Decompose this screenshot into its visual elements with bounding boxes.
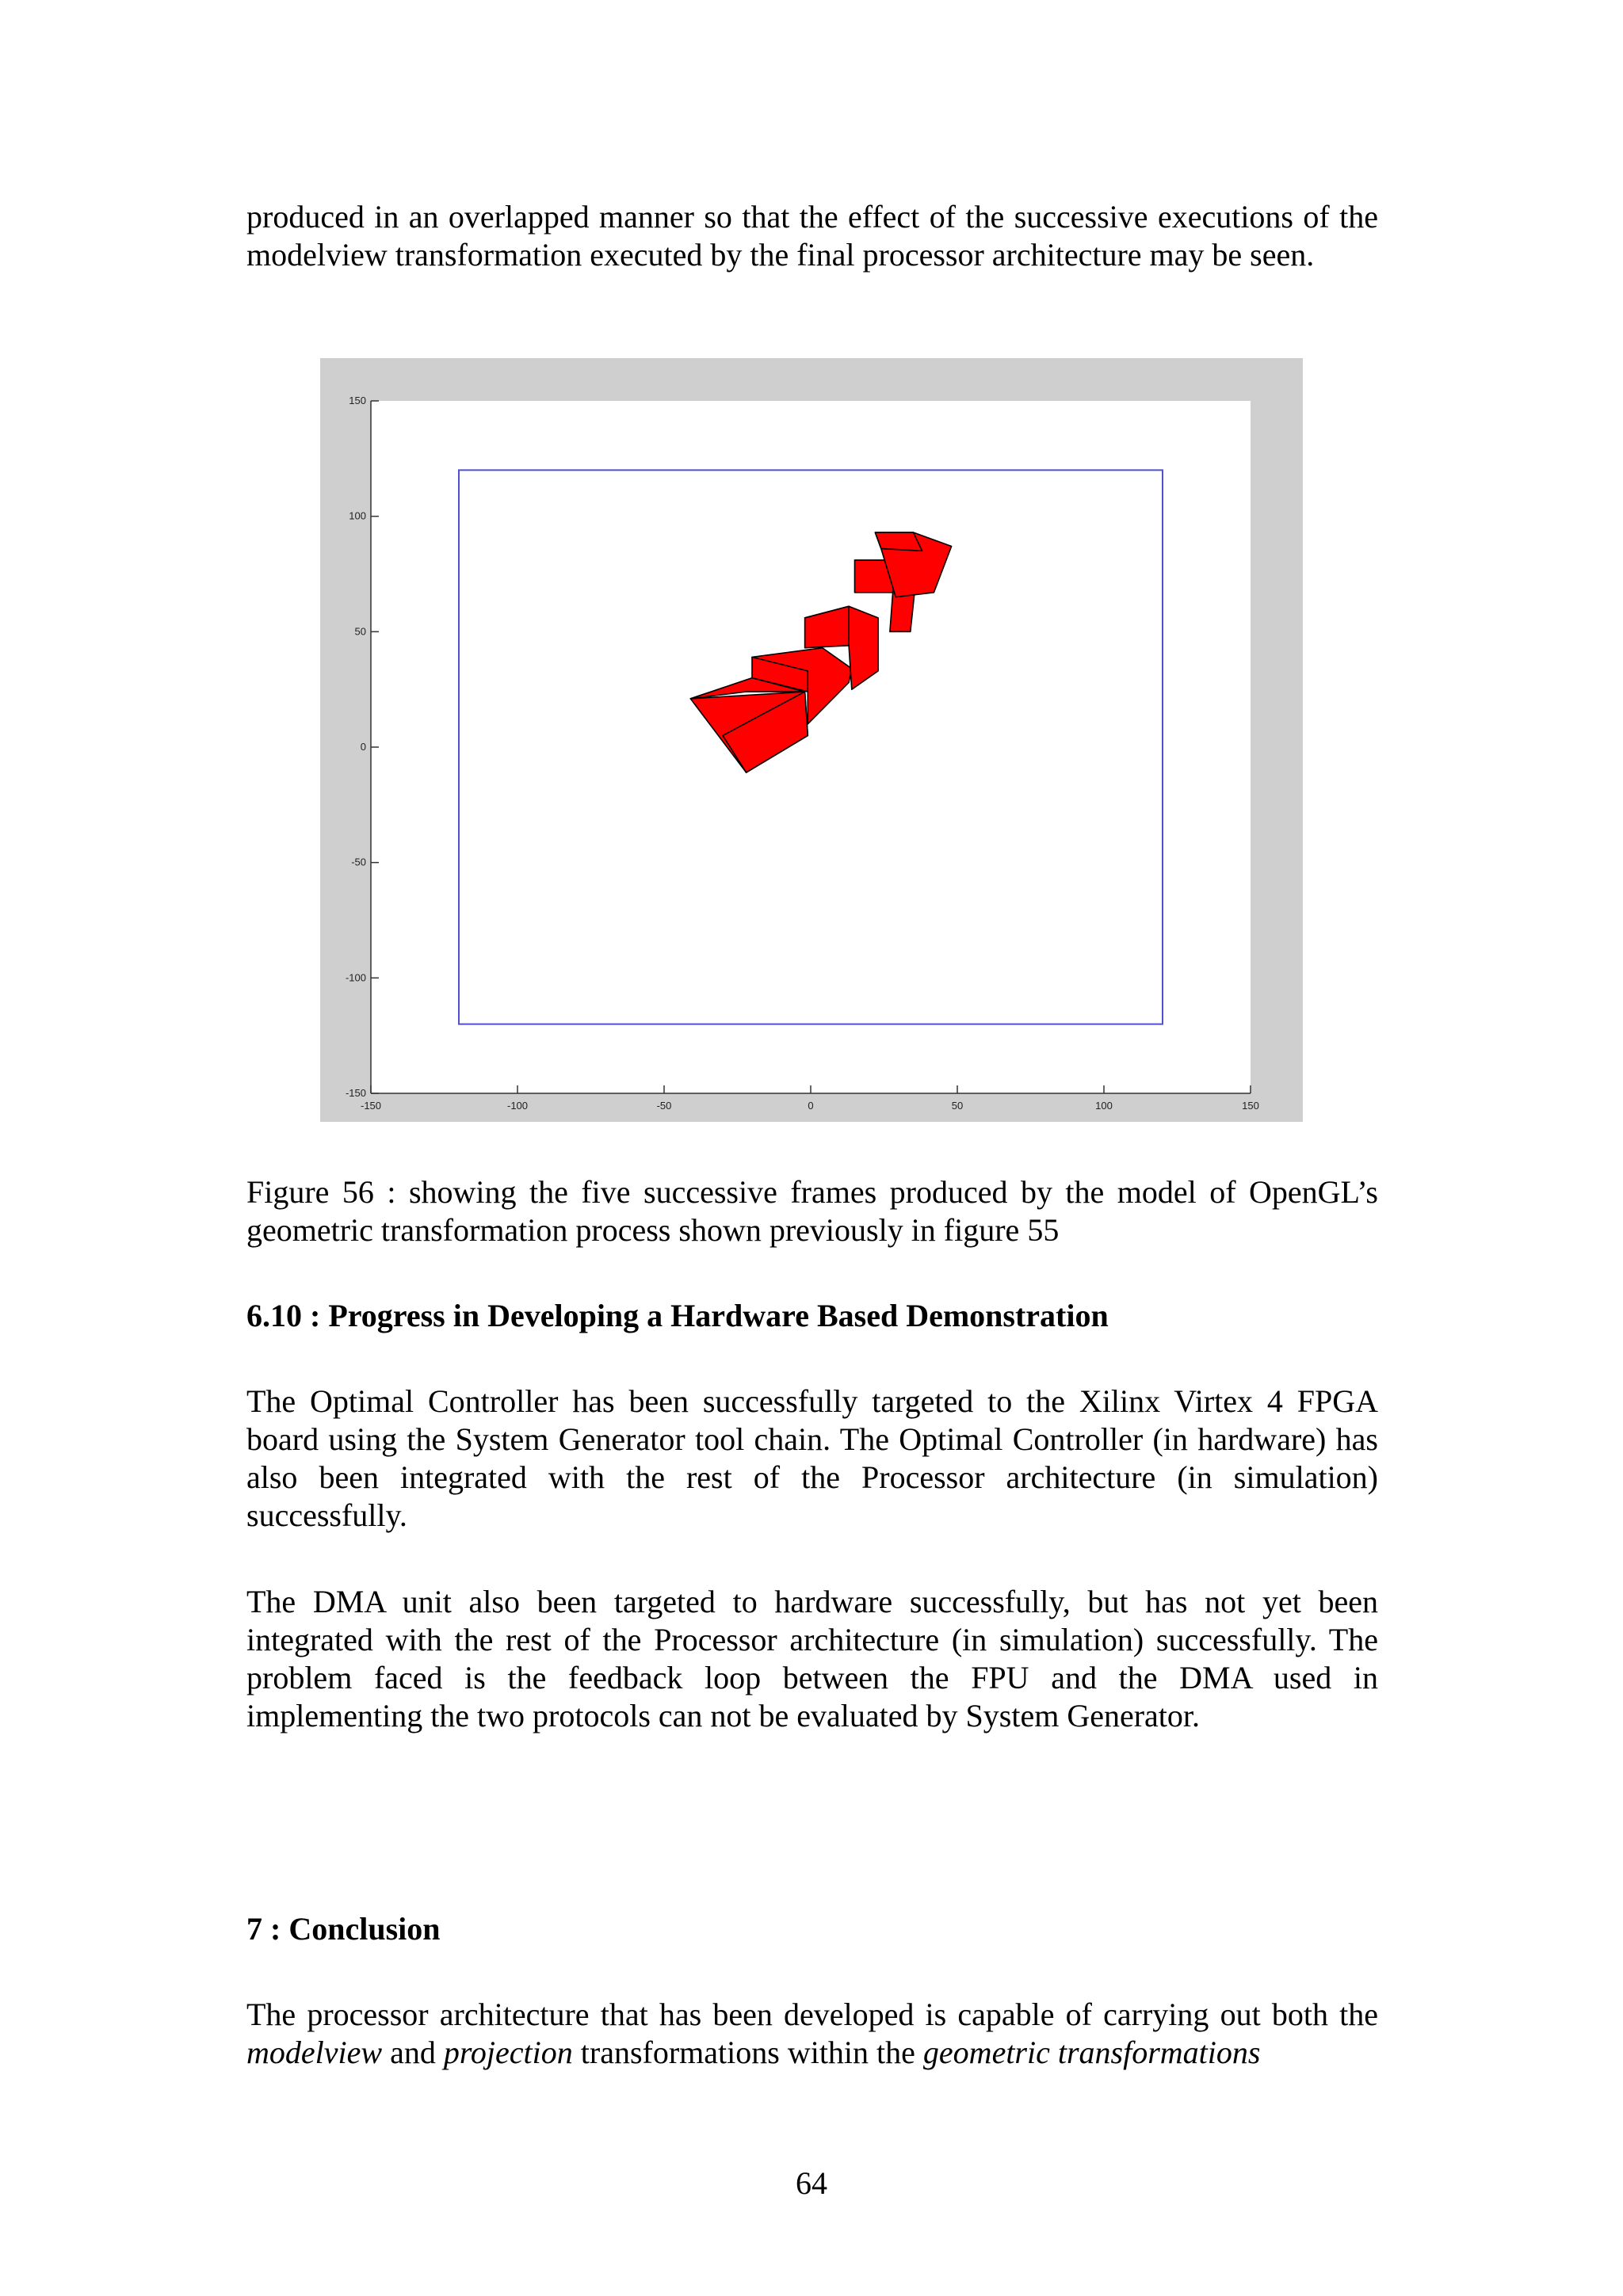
section-6-10-heading: 6.10 : Progress in Developing a Hardware Based Demonstration: [246, 1298, 1109, 1333]
x-tick-label: 100: [1095, 1100, 1113, 1112]
text-run: transformations within the: [572, 2035, 923, 2070]
y-tick-label: 50: [354, 625, 366, 638]
conclusion-paragraph: [246, 1996, 1378, 2072]
y-tick-label: 150: [349, 395, 366, 406]
cube-face: [875, 532, 922, 551]
section-6-10-paragraph-1: The Optimal Controller has been successfully targeted to the Xilinx Virtex 4 FPGA board using the System Generator tool chain. The Optimal Controller (in hardware) has also been integrated with the rest of the Processor architecture (in simulation) successfully.: [246, 1383, 1378, 1533]
y-tick-label: -150: [345, 1087, 366, 1099]
section-7-heading: 7 : Conclusion: [246, 1911, 441, 1947]
axes-area: [371, 401, 1251, 1093]
figure-56-plot: [320, 358, 1303, 1122]
italic-term: projection: [443, 2035, 573, 2070]
x-tick-label: 50: [951, 1100, 964, 1112]
intro-paragraph: produced in an overlapped manner so that the effect of the successive executions of the modelview transformation executed by the final processor architecture may be seen.: [246, 199, 1378, 273]
x-tick-label: -100: [506, 1100, 529, 1112]
text-run: and: [382, 2035, 444, 2070]
y-tick-label: 100: [349, 509, 366, 522]
y-tick-label: -50: [351, 856, 366, 868]
y-tick-label: 0: [360, 741, 366, 753]
x-tick-label: 150: [1242, 1100, 1259, 1112]
plot-svg: [320, 358, 1303, 1122]
y-tick-label: -100: [345, 971, 366, 984]
section-6-10-paragraph-2: The DMA unit also been targeted to hardware successfully, but has not yet been integrated with the rest of the Processor architecture (in simulation) successfully. The problem faced is the feedback loop between the FPU and the DMA used in implementing the two protocols can not be evaluated by System Generator.: [246, 1584, 1378, 1733]
page-number: 64: [796, 2165, 827, 2201]
italic-term: geometric transformations: [922, 2035, 1261, 2070]
x-tick-label: 0: [808, 1100, 814, 1112]
figure-caption: Figure 56 : showing the five successive frames produced by the model of OpenGL’s geometric transformation process shown previously in figure 55: [246, 1174, 1378, 1248]
italic-term: modelview: [246, 2035, 383, 2070]
x-tick-label: -50: [656, 1100, 672, 1112]
x-tick-label: -150: [360, 1100, 382, 1112]
text-run: The processor architecture that has been developed is capable of carrying out both the: [246, 1997, 1378, 2032]
